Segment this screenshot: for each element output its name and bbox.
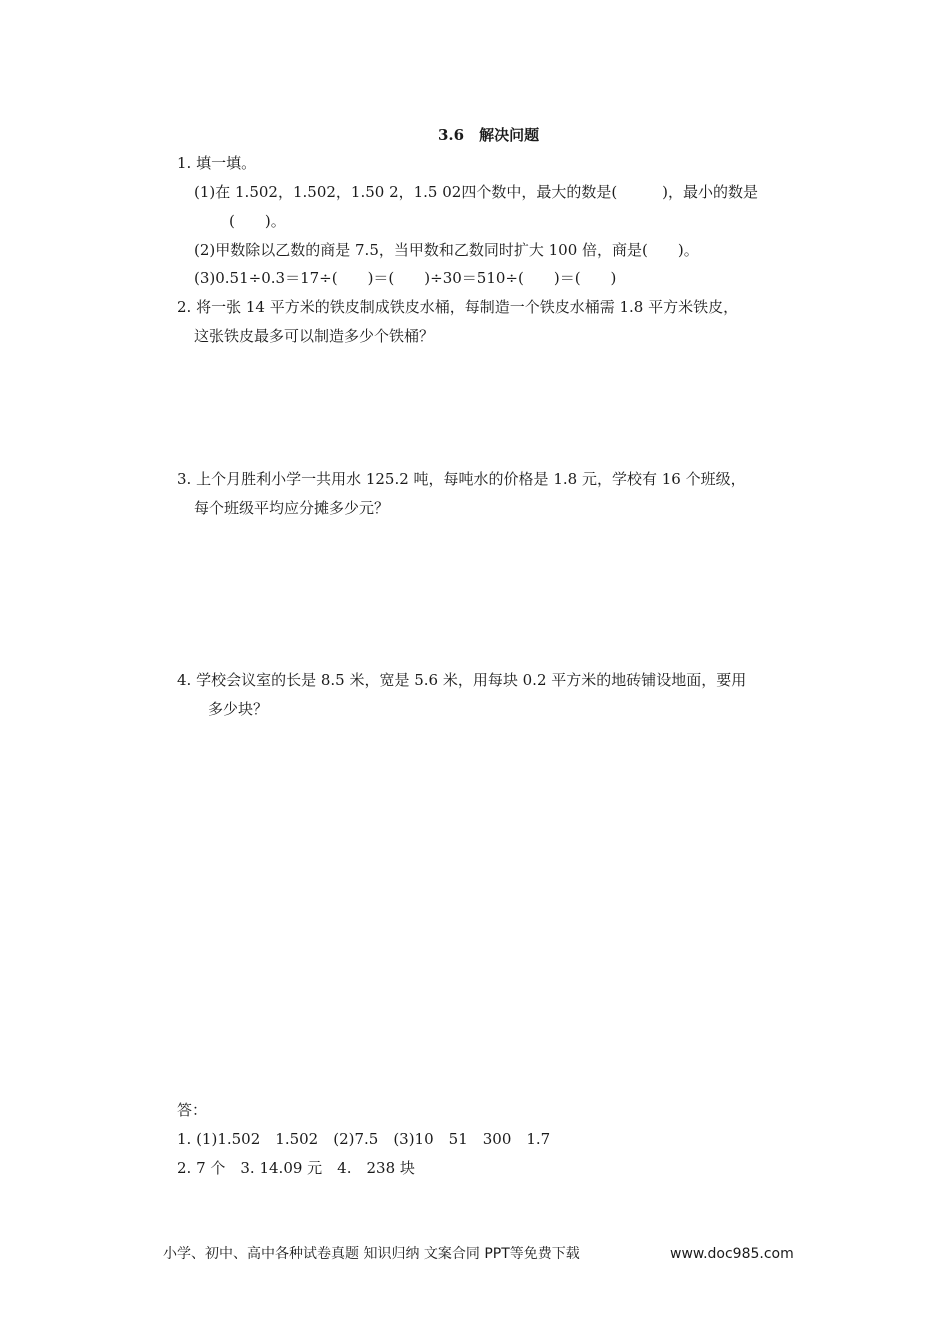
q4-line2: 多少块？ [208,700,269,718]
q1-part1-line1: (1)在 1.502，1.502，1.50 2，1.5 02四个数中，最大的数是( )，最小的数是 [194,183,759,201]
answers-label: 答： [177,1101,208,1119]
q3-line2: 每个班级平均应分摊多少元？ [194,499,390,517]
footer-text: 小学、初中、高中各种试卷真题 知识归纳 文案合同 PPT等免费下载 [163,1246,580,1262]
q2-line1: 2. 将一张 14 平方米的铁皮制成铁皮水桶，每制造一个铁皮水桶需 1.8 平方米铁皮， [177,298,739,316]
q1-part1-line2: ( )。 [229,212,286,230]
q3-line1: 3. 上个月胜利小学一共用水 125.2 吨，每吨水的价格是 1.8 元，学校有 16 个班级， [177,470,746,488]
answers-line1: 1. (1)1.502 1.502 (2)7.5 (3)10 51 300 1.7 [177,1130,551,1148]
footer-url[interactable]: www.doc985.com [670,1246,794,1262]
q1-part3: (3)0.51÷0.3＝17÷( )＝( )÷30＝510÷( )＝( ) [194,269,617,287]
q4-line1: 4. 学校会议室的长是 8.5 米，宽是 5.6 米，用每块 0.2 平方米的地砖铺设地面，要用 [177,671,747,689]
page-title: 3.6 解决问题 [438,126,540,144]
q2-line2: 这张铁皮最多可以制造多少个铁桶？ [194,327,435,345]
answers-line2: 2. 7 个 3. 14.09 元 4. 238 块 [177,1159,415,1177]
q1-part2: (2)甲数除以乙数的商是 7.5，当甲数和乙数同时扩大 100 倍，商是( )。 [194,241,699,259]
q1-heading: 1. 填一填。 [177,154,257,172]
